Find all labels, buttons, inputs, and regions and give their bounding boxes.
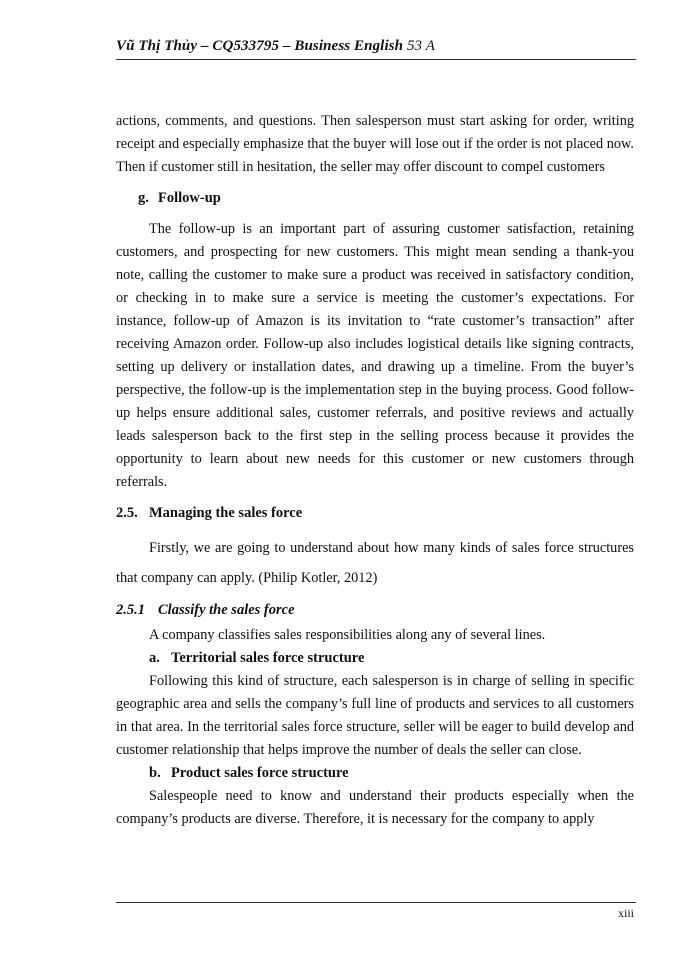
paragraph-sales-force-intro: Firstly, we are going to understand about how many kinds of sales force structures that company can apply. (Philip Kotler, 2012) xyxy=(116,540,634,586)
heading-managing-number: 2.5. xyxy=(116,505,138,521)
heading-territorial-title: Territorial sales force structure xyxy=(171,650,365,666)
heading-classify-sales-force xyxy=(116,599,634,622)
heading-territorial-number: a. xyxy=(149,650,160,666)
page-number: xiii xyxy=(617,906,634,920)
paragraph-territorial: Following this kind of structure, each salesperson is in charge of selling in specific geographic area and sells the company’s full line of products and services to all customers in that area. In the territorial sales force structure, seller will be eager to build develop and customer relationship that helps improve the number of deals the seller can close. xyxy=(116,673,634,758)
footer-divider xyxy=(116,902,636,903)
heading-product-structure xyxy=(116,762,634,785)
header-divider xyxy=(116,59,636,60)
heading-classify-number: 2.5.1 xyxy=(116,602,145,618)
header-course: 53 A xyxy=(406,38,435,54)
heading-follow-up xyxy=(116,187,634,210)
heading-territorial-structure xyxy=(116,647,634,670)
paragraph-classify: A company classifies sales responsibilities along any of several lines. xyxy=(149,627,546,643)
paragraph-product: Salespeople need to know and understand their products especially when the company’s products are diverse. Therefore, it is necessary for the company to apply xyxy=(116,788,634,827)
heading-managing-title: Managing the sales force xyxy=(149,505,303,521)
document-body xyxy=(116,110,634,831)
heading-managing-sales-force xyxy=(116,502,634,525)
heading-product-number: b. xyxy=(149,765,161,781)
page-header xyxy=(116,38,636,55)
heading-follow-up-number: g. xyxy=(138,190,149,206)
header-author: Vũ Thị Thủy – CQ533795 – Business English xyxy=(116,38,407,54)
paragraph-closing: actions, comments, and questions. Then salesperson must start asking for order, writing receipt and especially emphasize that the buyer will lose out if the order is not placed now. Then if customer still in hesitation, the seller may offer discount to compel customers xyxy=(116,113,634,175)
heading-product-title: Product sales force structure xyxy=(171,765,349,781)
paragraph-follow-up: The follow-up is an important part of assuring customer satisfaction, retaining customers, and prospecting for new customers. This might mean sending a thank-you note, calling the customer to make sure a product was received in satisfactory condition, or checking in to make sure a service is meeting the customer’s expectations. For instance, follow-up of Amazon is its invitation to “rate customer’s transaction” after receiving Amazon order. Follow-up also includes logistical details like signing contracts, setting up delivery or installation dates, and drawing up a timeline. From the buyer’s perspective, the follow-up is the implementation step in the buying process. Good follow-up helps ensure additional sales, customer referrals, and positive reviews and actually leads salesperson back to the first step in the selling process because it provides the opportunity to learn about new needs for this customer or new customers through referrals. xyxy=(116,221,634,490)
heading-classify-title: Classify the sales force xyxy=(158,602,295,618)
heading-follow-up-title: Follow-up xyxy=(158,190,221,206)
